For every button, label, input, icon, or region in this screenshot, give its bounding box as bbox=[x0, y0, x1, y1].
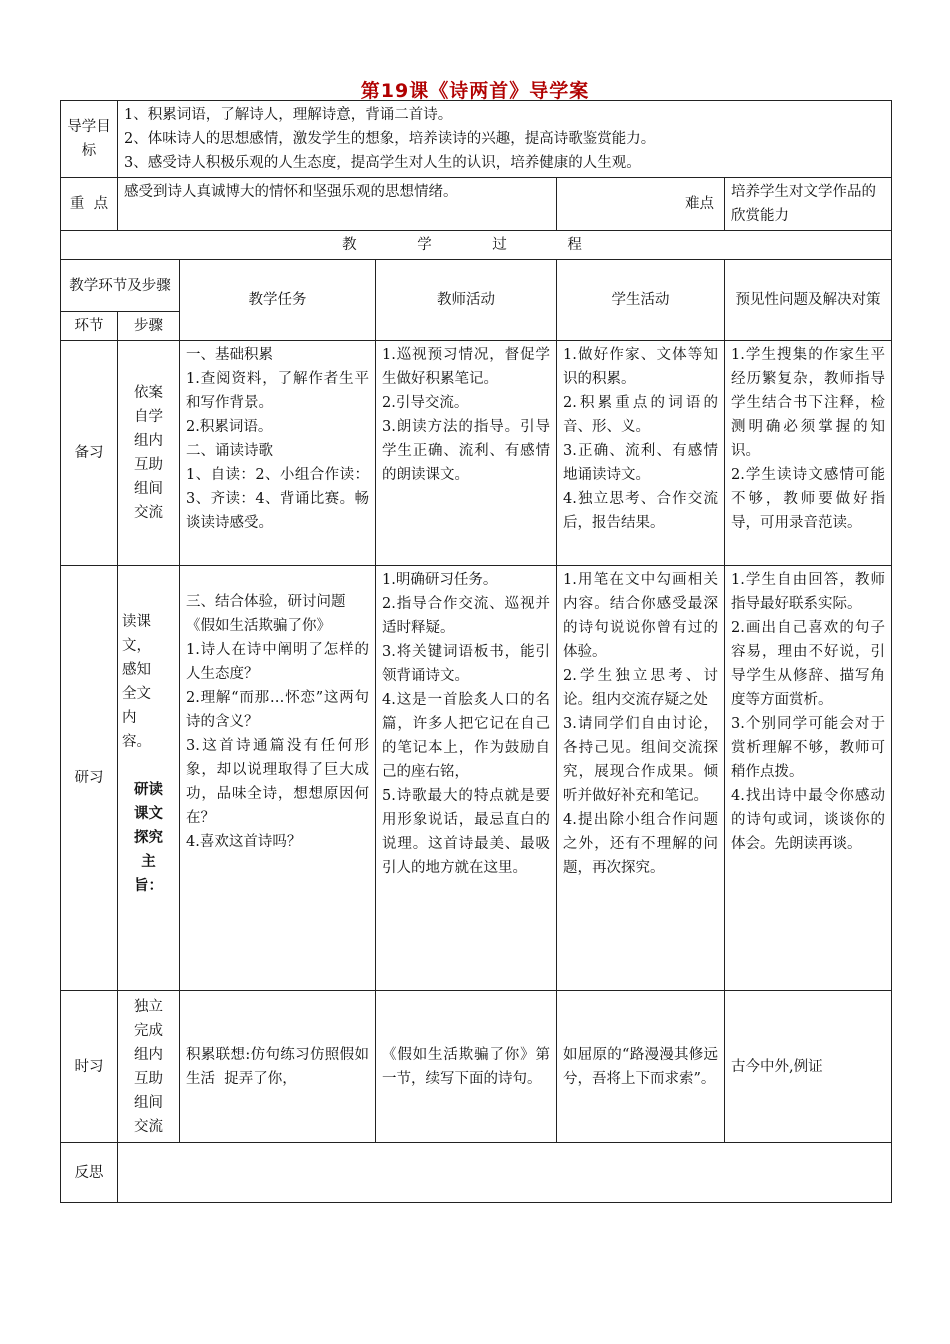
solution-header: 预见性问题及解决对策 bbox=[725, 260, 892, 341]
solution-line: 1.学生搜集的作家生平经历繁复杂，教师指导学生结合书下注释，检测明确必须掌握的知识。 bbox=[731, 347, 886, 459]
row-student bbox=[557, 566, 725, 991]
page-title: 第19课《诗两首》导学案 bbox=[360, 80, 590, 102]
task-line: 2.理解“而那…怀恋”这两句诗的含义？ bbox=[186, 690, 369, 730]
teacher-line: 2.指导合作交流、巡视并适时释疑。 bbox=[382, 596, 550, 636]
student-line: 1.用笔在文中勾画相关内容。结合你感受最深的诗句说说你曾有过的体验。 bbox=[563, 572, 718, 660]
teacher-line: 2.引导交流。 bbox=[382, 395, 469, 411]
step-text: 组内 bbox=[134, 433, 163, 449]
step-text: 依案 bbox=[134, 385, 163, 401]
step-text: 容。 bbox=[122, 734, 151, 750]
row-student bbox=[557, 341, 725, 566]
row-link: 备习 bbox=[61, 341, 118, 566]
solution-line: 1.学生自由回答，教师指导最好联系实际。 bbox=[731, 572, 886, 612]
goal-item: 1、积累词语，了解诗人，理解诗意，背诵二首诗。 bbox=[124, 107, 453, 123]
task-line: 3.这首诗通篇没有任何形象，却以说理取得了巨大成功，品味全诗，想想原因何在？ bbox=[186, 738, 369, 826]
step-text: 互助 bbox=[134, 1070, 163, 1087]
row-task bbox=[180, 566, 376, 991]
row-task bbox=[180, 341, 376, 566]
row-solution bbox=[725, 341, 892, 566]
steps-group-header: 教学环节及步骤 bbox=[61, 260, 180, 312]
step-text: 互助 bbox=[134, 457, 163, 473]
student-line: 4.独立思考、合作交流后，报告结果。 bbox=[563, 491, 718, 531]
step-bold-text: 课文 bbox=[134, 805, 163, 822]
row-teacher: 《假如生活欺骗了你》第一节，续写下面的诗句。 bbox=[376, 991, 557, 1143]
teacher-line: 1.明确研习任务。 bbox=[382, 572, 498, 588]
step-text: 内 bbox=[122, 710, 137, 726]
step-text: 交流 bbox=[134, 1118, 163, 1135]
step-text: 读课 bbox=[122, 614, 151, 630]
student-line: 3.正确、流利、有感情地诵读诗文。 bbox=[563, 443, 718, 483]
row-solution bbox=[725, 566, 892, 991]
teacher-line: 5.诗歌最大的特点就是要用形象说话，最忌直白的说理。这首诗最美、最吸引人的地方就在这里。 bbox=[382, 788, 550, 876]
teacher-line: 1.巡视预习情况，督促学生做好积累笔记。 bbox=[382, 347, 550, 387]
row-steps bbox=[118, 341, 180, 566]
task-line: 三、结合体验，研讨问题 bbox=[186, 594, 346, 610]
step-bold-text: 研读 bbox=[134, 781, 163, 798]
lesson-plan-table bbox=[60, 100, 892, 1203]
solution-line: 2.学生读诗文感情可能不够，教师要做好指导，可用录音范读。 bbox=[731, 467, 886, 531]
steps-bold bbox=[122, 778, 175, 898]
goals-label: 导学目标 bbox=[61, 101, 118, 178]
step-bold-text: 探究 bbox=[134, 829, 163, 846]
task-line: 4.喜欢这首诗吗？ bbox=[186, 834, 302, 850]
goals-content bbox=[118, 101, 892, 178]
goal-item: 3、感受诗人积极乐观的人生态度，提高学生对人生的认识，培养健康的人生观。 bbox=[124, 155, 641, 171]
step-bold-text: 旨： bbox=[134, 877, 163, 894]
step-header: 步骤 bbox=[118, 312, 180, 341]
teacher-line: 3.将关键词语板书，能引领背诵诗文。 bbox=[382, 644, 550, 684]
difficulty-label: 难点 bbox=[557, 178, 725, 231]
row-teacher bbox=[376, 566, 557, 991]
step-text: 组间 bbox=[134, 481, 163, 497]
task-header: 教学任务 bbox=[180, 260, 376, 341]
step-text: 组间 bbox=[134, 1094, 163, 1111]
process-header: 教 学 过 程 bbox=[61, 231, 892, 260]
step-bold-text: 主 bbox=[141, 853, 156, 870]
solution-line: 3.个别同学可能会对于赏析理解不够，教师可稍作点拨。 bbox=[731, 716, 886, 780]
student-line: 4.提出除小组合作问题之外，还有不理解的问题，再次探究。 bbox=[563, 812, 718, 876]
step-text: 文， bbox=[122, 638, 151, 654]
step-text: 自学 bbox=[134, 409, 163, 425]
step-text: 独立 bbox=[134, 998, 163, 1015]
teacher-line: 4.这是一首脍炙人口的名篇，许多人把它记在自己的笔记本上，作为鼓励自己的座右铭， bbox=[382, 692, 550, 780]
teacher-header: 教师活动 bbox=[376, 260, 557, 341]
task-line: 二、诵读诗歌 bbox=[186, 443, 273, 459]
row-steps bbox=[118, 991, 180, 1143]
row-student: 如屈原的“路漫漫其修远兮，吾将上下而求索”。 bbox=[557, 991, 725, 1143]
task-line: 2.积累词语。 bbox=[186, 419, 273, 435]
teacher-line: 3.朗读方法的指导。引导学生正确、流利、有感情的朗读课文。 bbox=[382, 419, 550, 483]
reflection-content bbox=[118, 1143, 892, 1203]
task-line: 1.查阅资料，了解作者生平和写作背景。 bbox=[186, 371, 369, 411]
row-teacher bbox=[376, 341, 557, 566]
link-header: 环节 bbox=[61, 312, 118, 341]
student-line: 1.做好作家、文体等知识的积累。 bbox=[563, 347, 718, 387]
key-label: 重 点 bbox=[61, 178, 118, 231]
task-line: 一、基础积累 bbox=[186, 347, 273, 363]
task-line: 《假如生活欺骗了你》 bbox=[186, 618, 331, 634]
step-text: 完成 bbox=[134, 1022, 163, 1039]
student-line: 3.请同学们自由讨论，各持己见。组间交流探究，展现合作成果。倾听并做好补充和笔记。 bbox=[563, 716, 718, 804]
difficulty-text: 培养学生对文学作品的欣赏能力 bbox=[725, 178, 892, 231]
student-line: 2.学生独立思考、讨论。组内交流存疑之处 bbox=[563, 668, 718, 708]
step-text: 交流 bbox=[134, 505, 163, 521]
reflection-label: 反思 bbox=[61, 1143, 118, 1203]
key-text: 感受到诗人真诚博大的情怀和坚强乐观的思想情绪。 bbox=[118, 178, 557, 231]
solution-line: 4.找出诗中最令你感动的诗句或词，谈谈你的体会。先朗读再谈。 bbox=[731, 788, 886, 852]
row-link: 研习 bbox=[61, 566, 118, 991]
row-solution: 古今中外,例证 bbox=[725, 991, 892, 1143]
row-link: 时习 bbox=[61, 991, 118, 1143]
goal-item: 2、体味诗人的思想感情，激发学生的想象，培养读诗的兴趣，提高诗歌鉴赏能力。 bbox=[124, 131, 656, 147]
row-steps bbox=[118, 566, 180, 991]
task-line: 1、自读：2、小组合作读：3、齐读：4、背诵比赛。畅谈读诗感受。 bbox=[186, 467, 369, 531]
step-text: 感知 bbox=[122, 662, 151, 678]
step-text: 组内 bbox=[134, 1046, 163, 1063]
step-text: 全文 bbox=[122, 686, 151, 702]
task-line: 1.诗人在诗中阐明了怎样的人生态度？ bbox=[186, 642, 369, 682]
student-line: 2.积累重点的词语的音、形、义。 bbox=[563, 395, 718, 435]
student-header: 学生活动 bbox=[557, 260, 725, 341]
row-task: 积累联想:仿句练习仿照假如生活 捉弄了你， bbox=[180, 991, 376, 1143]
solution-line: 2.画出自己喜欢的句子容易，理由不好说，引导学生从修辞、描写角度等方面赏析。 bbox=[731, 620, 886, 708]
